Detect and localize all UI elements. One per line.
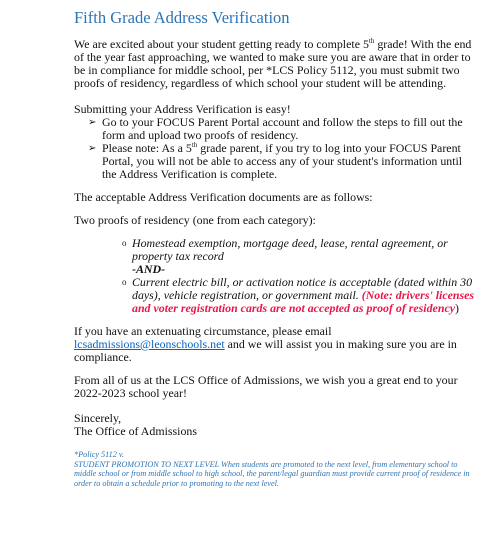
document-page — [74, 8, 478, 488]
circle-bullet-icon: o — [122, 238, 127, 248]
footnote-policy-ref: *Policy 5112 v. — [74, 450, 124, 459]
warning-note: (Note: drivers' licenses and voter registration cards are not accepted as proof of residency — [132, 288, 475, 315]
intro-paragraph — [74, 38, 478, 90]
steps-intro: Submitting your Address Verification is easy! — [74, 102, 291, 116]
signoff-signature: The Office of Admissions — [74, 424, 197, 438]
category-text: Current electric bill, or activation notice is acceptable (dated within 30 days), vehicle registration, or government mail. — [132, 275, 473, 302]
intro-text-end: grade! With the end of the year fast approaching, we wanted to make sure you are aware that in order to be in compliance for middle school, per *LCS Policy 5112, you must submit two proofs of residency, regardless of which school your student will be attending. — [74, 37, 472, 90]
note-close-paren: ) — [455, 301, 459, 315]
intro-text-start: We are excited about your student getting ready to complete 5 — [74, 37, 369, 51]
signoff — [74, 412, 478, 438]
list-item — [88, 142, 478, 181]
list-item — [122, 276, 478, 315]
extenuating-text-end: and we will assist you in making sure you are in compliance. — [74, 337, 457, 364]
arrow-bullet-icon: ➢ — [88, 143, 97, 154]
admissions-email-link[interactable]: lcsadmissions@leonschools.net — [74, 337, 225, 351]
step-text: Go to your FOCUS Parent Portal account and follow the steps to fill out the form and upload two proofs of residency. — [102, 115, 463, 142]
and-separator: -AND- — [132, 262, 166, 276]
arrow-bullet-icon: ➢ — [88, 117, 97, 128]
two-proofs-heading: Two proofs of residency (one from each category): — [74, 213, 316, 227]
policy-footnote — [74, 450, 478, 488]
page-title: Fifth Grade Address Verification — [74, 8, 290, 27]
categories-list — [74, 237, 478, 315]
circle-bullet-icon: o — [122, 277, 127, 287]
intro-superscript: th — [368, 37, 375, 46]
closing-message: From all of us at the LCS Office of Admissions, we wish you a great end to your 2022-2023 school year! — [74, 373, 458, 400]
step-superscript: th — [191, 141, 198, 150]
step-text-start: Please note: As a 5 — [102, 141, 192, 155]
list-item — [88, 116, 478, 142]
footnote-policy-text: STUDENT PROMOTION TO NEXT LEVEL When students are promoted to the next level, from elementary school to middle school or from middle school to high school, the parent/legal guardian must provide current proof of residence in order to obtain a schedule prior to promoting to the next level. — [74, 459, 470, 488]
steps-list — [74, 116, 478, 181]
signoff-line: Sincerely, — [74, 411, 122, 425]
extenuating-text-start: If you have an extenuating circumstance, please email — [74, 324, 332, 338]
documents-intro: The acceptable Address Verification documents are as follows: — [74, 190, 373, 204]
extenuating-paragraph — [74, 325, 478, 364]
step-text-end: grade parent, if you try to log into your FOCUS Parent Portal, you will not be able to access any of your student's information until the Address Verification is complete. — [102, 141, 463, 181]
list-item — [122, 237, 478, 276]
category-text: Homestead exemption, mortgage deed, lease, rental agreement, or property tax record — [132, 236, 448, 263]
